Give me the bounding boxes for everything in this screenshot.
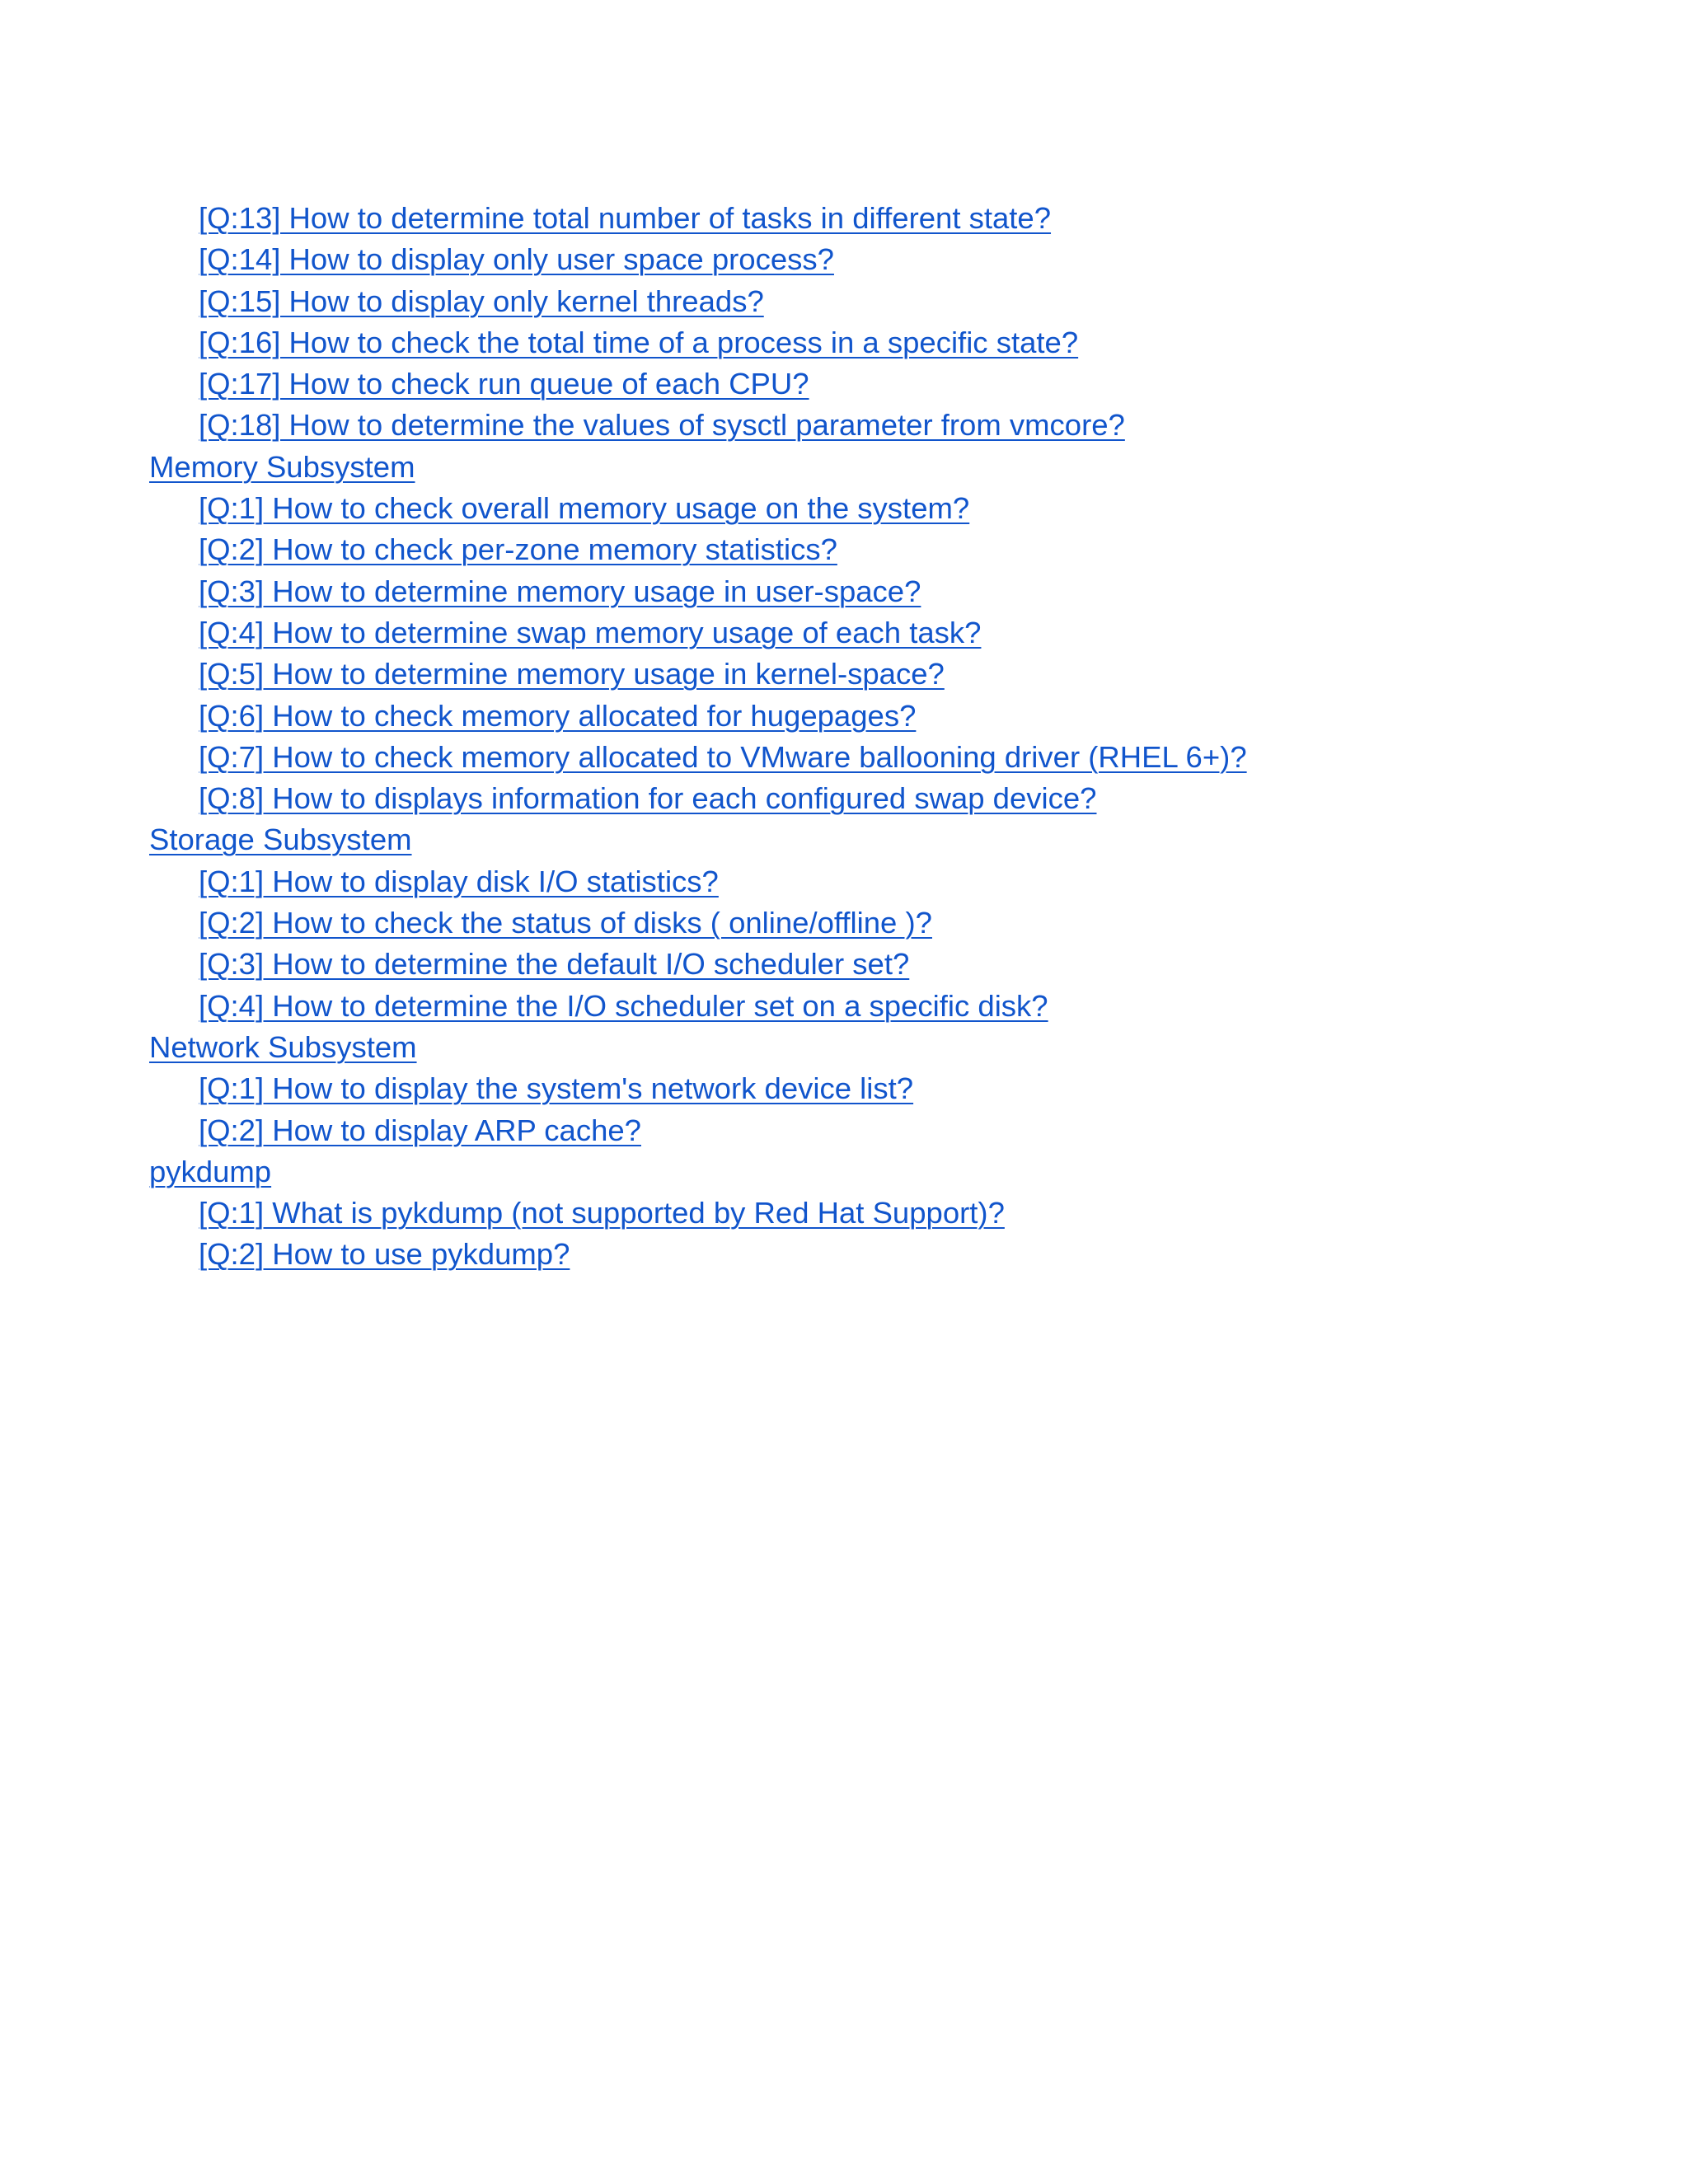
toc-question-entry (0, 737, 1688, 778)
toc-section-entry (0, 1027, 1688, 1068)
toc-question-link[interactable]: [Q:1] How to check overall memory usage on the system? (199, 491, 970, 526)
toc-question-link[interactable]: [Q:14] How to display only user space process? (199, 242, 834, 277)
toc-question-link[interactable]: [Q:13] How to determine total number of tasks in different state? (199, 201, 1052, 235)
toc-question-entry (0, 488, 1688, 529)
toc-question-entry (0, 198, 1688, 239)
toc-question-link[interactable]: [Q:5] How to determine memory usage in kernel-space? (199, 657, 945, 691)
toc-question-entry (0, 363, 1688, 405)
toc-question-entry (0, 239, 1688, 280)
toc-question-link[interactable]: [Q:6] How to check memory allocated for hugepages? (199, 698, 917, 733)
toc-question-entry (0, 612, 1688, 654)
toc-question-entry (0, 1110, 1688, 1151)
toc-question-link[interactable]: [Q:15] How to display only kernel threads? (199, 284, 764, 318)
toc-question-entry (0, 986, 1688, 1027)
toc-question-link[interactable]: [Q:2] How to check the status of disks ( online/offline )? (199, 906, 932, 940)
toc-question-entry (0, 778, 1688, 819)
toc-question-entry (0, 529, 1688, 570)
toc-question-link[interactable]: [Q:18] How to determine the values of sysctl parameter from vmcore? (199, 408, 1125, 443)
toc-section-entry (0, 819, 1688, 860)
toc-question-link[interactable]: [Q:16] How to check the total time of a process in a specific state? (199, 325, 1079, 359)
toc-question-entry (0, 696, 1688, 737)
toc-question-link[interactable]: [Q:7] How to check memory allocated to VMware ballooning driver (RHEL 6+)? (199, 739, 1247, 774)
table-of-contents (0, 198, 1688, 1276)
toc-question-entry (0, 1068, 1688, 1109)
toc-question-entry (0, 902, 1688, 944)
toc-question-entry (0, 405, 1688, 446)
toc-question-link[interactable]: [Q:2] How to display ARP cache? (199, 1113, 641, 1147)
toc-section-entry (0, 447, 1688, 488)
toc-question-link[interactable]: [Q:4] How to determine the I/O scheduler set on a specific disk? (199, 988, 1048, 1023)
toc-section-link[interactable]: pykdump (149, 1154, 272, 1188)
toc-question-entry (0, 571, 1688, 612)
toc-question-entry (0, 861, 1688, 902)
toc-question-link[interactable]: [Q:3] How to determine memory usage in user-space? (199, 574, 921, 608)
toc-question-entry (0, 1193, 1688, 1234)
toc-question-link[interactable]: [Q:1] How to display the system's network device list? (199, 1071, 914, 1106)
toc-section-link[interactable]: Network Subsystem (149, 1029, 417, 1064)
toc-question-link[interactable]: [Q:8] How to displays information for each configured swap device? (199, 781, 1097, 816)
toc-question-entry (0, 1234, 1688, 1275)
toc-question-entry (0, 322, 1688, 363)
toc-question-link[interactable]: [Q:1] How to display disk I/O statistics? (199, 864, 719, 898)
toc-question-entry (0, 281, 1688, 322)
toc-question-entry (0, 654, 1688, 695)
toc-question-link[interactable]: [Q:4] How to determine swap memory usage of each task? (199, 615, 982, 649)
toc-question-link[interactable]: [Q:2] How to check per-zone memory statistics? (199, 532, 837, 567)
toc-question-entry (0, 944, 1688, 985)
toc-question-link[interactable]: [Q:3] How to determine the default I/O scheduler set? (199, 947, 910, 982)
toc-question-link[interactable]: [Q:2] How to use pykdump? (199, 1237, 570, 1272)
toc-section-entry (0, 1151, 1688, 1193)
toc-section-link[interactable]: Memory Subsystem (149, 449, 415, 484)
toc-section-link[interactable]: Storage Subsystem (149, 823, 412, 857)
toc-question-link[interactable]: [Q:1] What is pykdump (not supported by Red Hat Support)? (199, 1196, 1005, 1230)
toc-question-link[interactable]: [Q:17] How to check run queue of each CPU? (199, 367, 809, 401)
